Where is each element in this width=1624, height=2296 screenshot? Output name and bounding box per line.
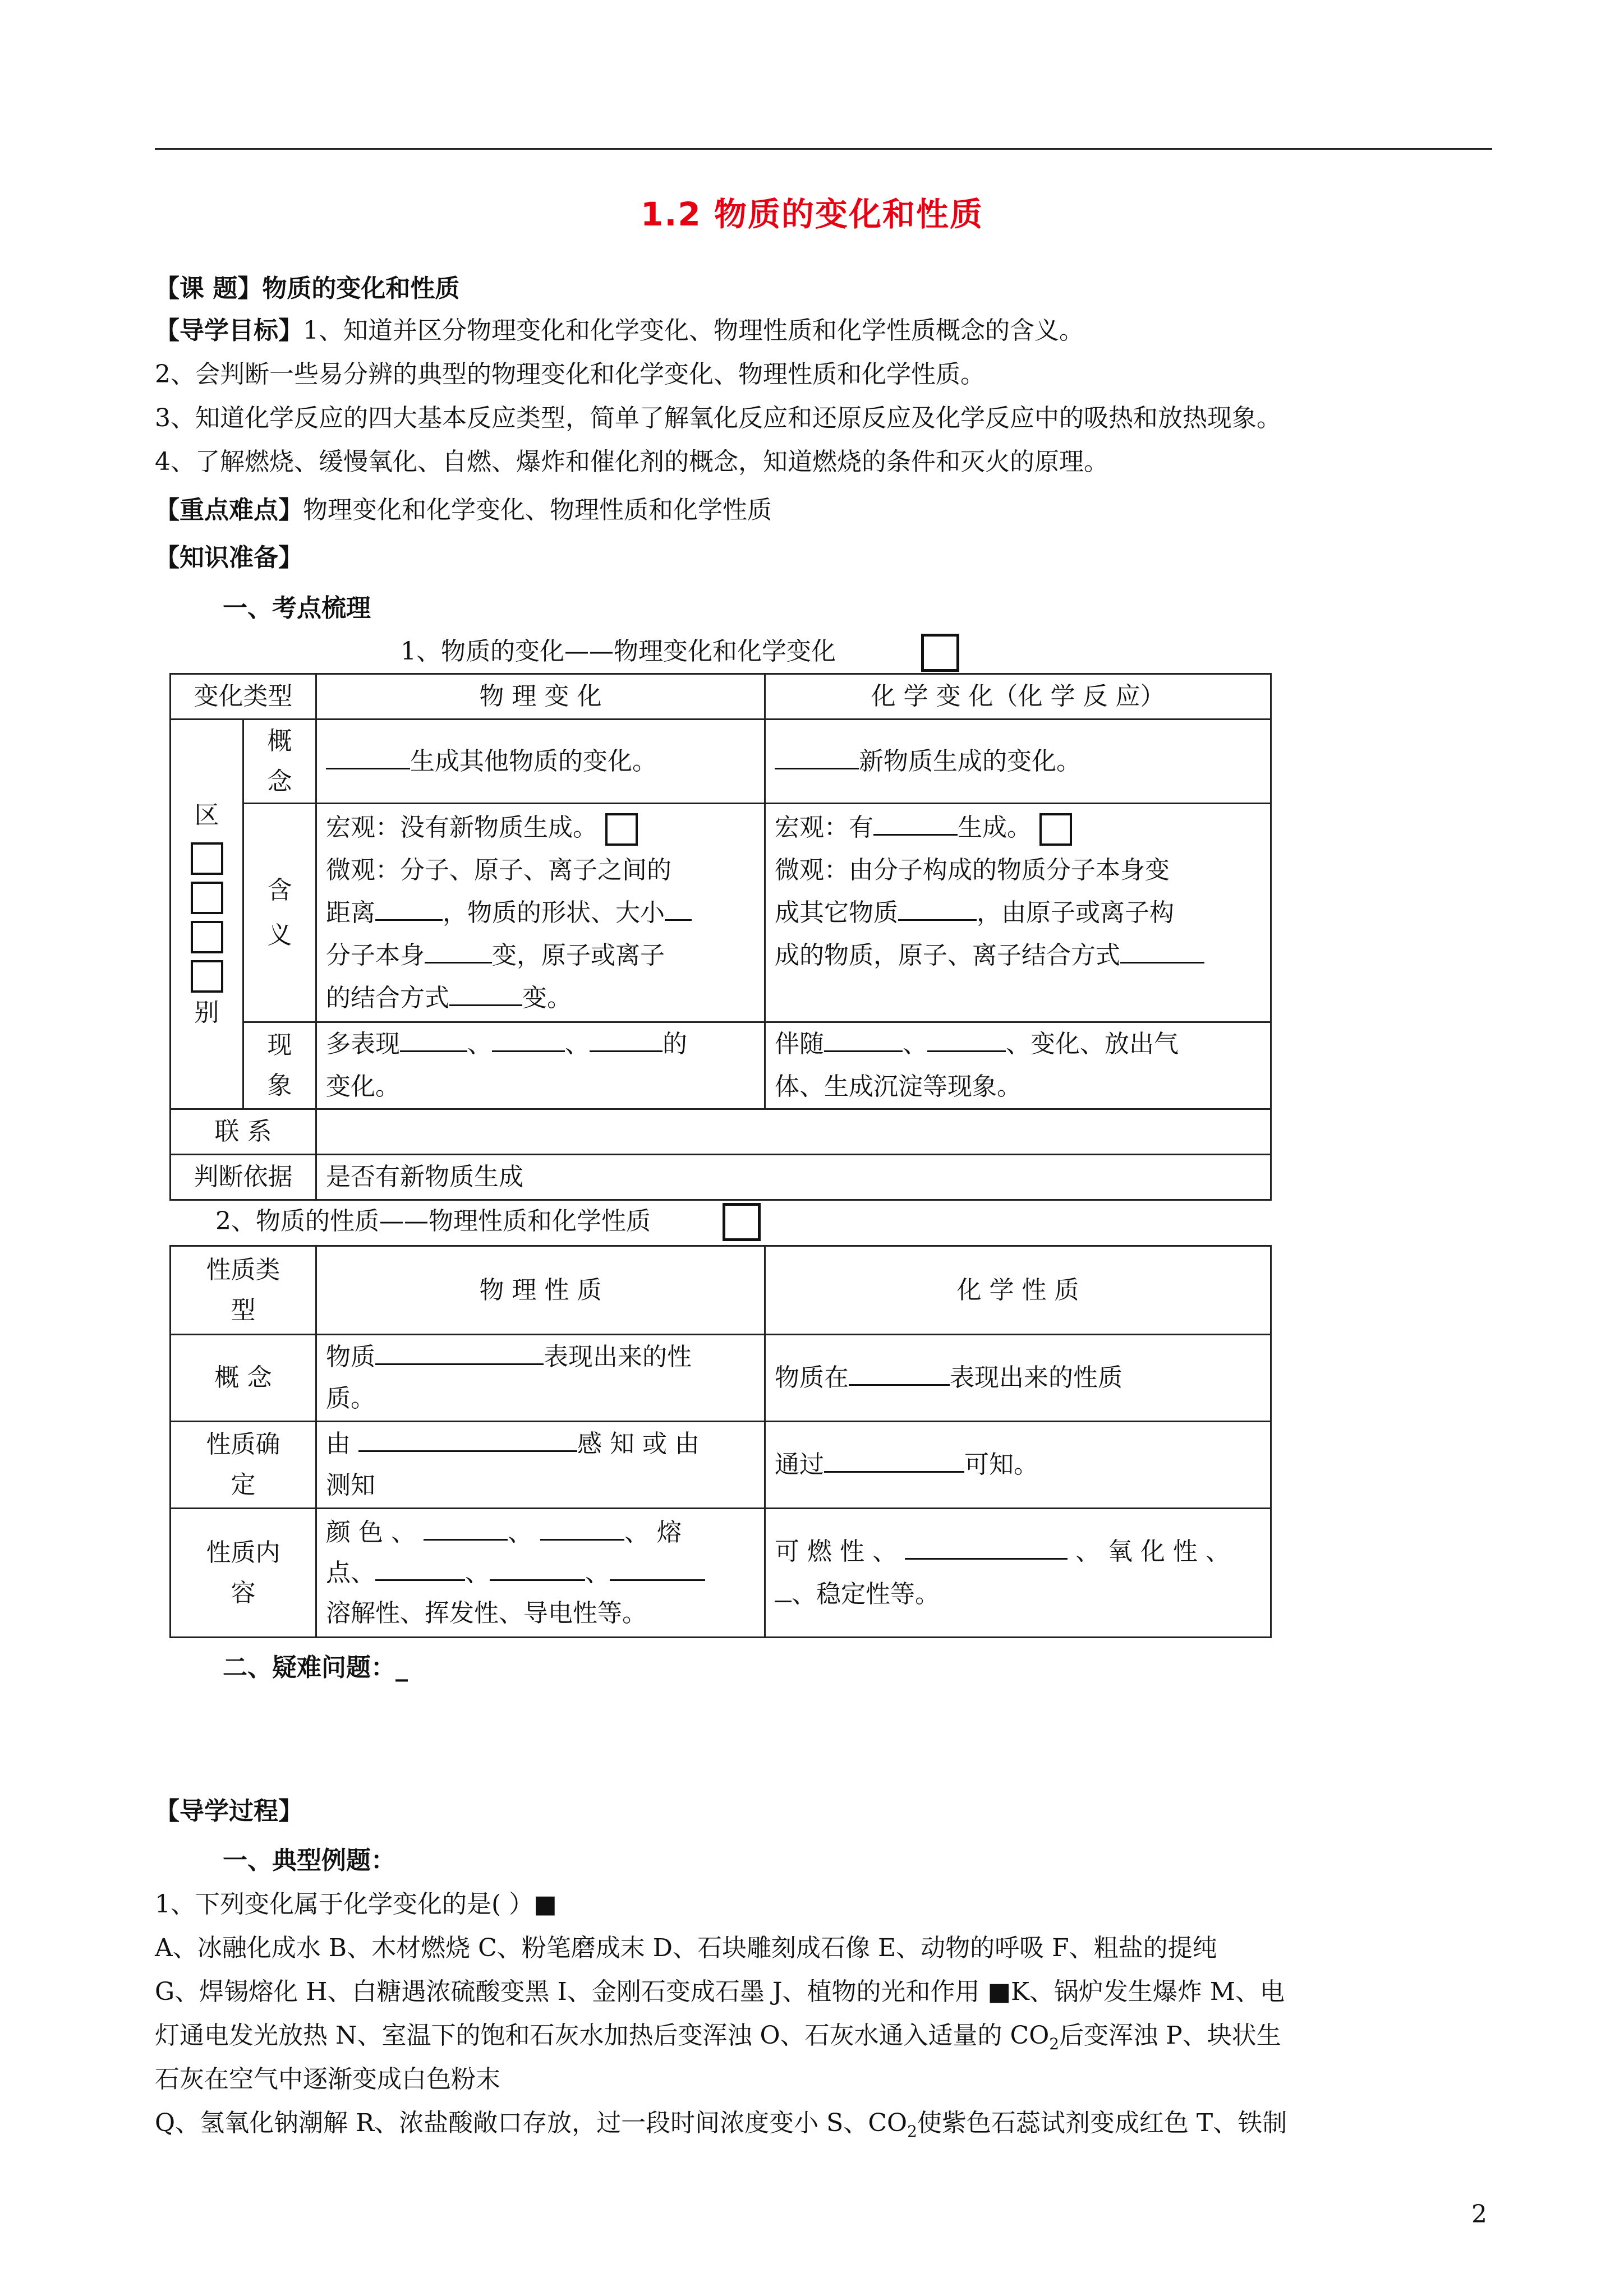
page-number: 2 — [1471, 2200, 1487, 2229]
t2-c-phys-2: 质。 — [326, 1384, 375, 1413]
prep-heading: 【知识准备】 — [155, 543, 303, 572]
blank-line — [905, 1536, 1068, 1560]
t2-header-type — [171, 1246, 316, 1335]
checkbox-square — [191, 921, 223, 953]
t1-m-phys-1-text: 宏观：没有新物质生成。 — [326, 813, 597, 842]
t1-meaning-label — [243, 804, 316, 1022]
t1-header-chemical: 化 学 变 化（化 学 反 应） — [765, 674, 1271, 720]
t1-m-phys-4a: 分子本身 — [326, 941, 425, 970]
question-1: 1、下列变化属于化学变化的是( ）■ — [155, 1890, 557, 1919]
t2-header-physical: 物 理 性 质 — [316, 1246, 765, 1335]
t2-concept-physical — [316, 1335, 765, 1422]
change-table — [169, 673, 1272, 1201]
opt3-subscript: 2 — [1049, 2034, 1060, 2053]
t2-determine-physical — [316, 1422, 765, 1509]
t1-m-chem-4 — [775, 934, 1261, 977]
t2-content-label — [171, 1509, 316, 1638]
blank-line — [449, 982, 522, 1006]
t1-meaning-l1: 含 — [267, 875, 292, 905]
t1-meaning-chemical — [765, 804, 1271, 1022]
checkbox-square — [1039, 813, 1072, 846]
t1-m-phys-1 — [326, 806, 755, 849]
t1-m-chem-1a: 宏观：有 — [775, 813, 873, 842]
t1-phen-l2: 象 — [267, 1071, 292, 1100]
t1-phen-phys-1a: 多表现 — [326, 1030, 400, 1058]
t2-ct-chem-2 — [775, 1573, 1261, 1616]
t1-concept-l2: 念 — [267, 767, 292, 796]
lesson-line — [155, 272, 459, 306]
blank-line — [1120, 939, 1204, 963]
blank-line — [775, 745, 859, 769]
question-1-options-line-1: A、冰融化成水 B、木材燃烧 C、粉笔磨成末 D、石块雕刻成石像 E、动物的呼吸 F、粗盐的提纯 — [155, 1934, 1217, 1962]
blank-line — [375, 897, 443, 921]
blank-line — [927, 1028, 1006, 1052]
blank-line — [375, 1557, 465, 1581]
t1-m-chem-3a: 成其它物质 — [775, 898, 898, 927]
blank-line — [492, 1028, 565, 1052]
blank-line — [898, 897, 977, 921]
t2-ct-phys-2a: 点、 — [326, 1558, 375, 1587]
question-1-options-line-2: G、焊锡熔化 H、白糖遇浓硫酸变黑 I、金刚石变成石墨 J、植物的光和作用 ■K、锅炉发生爆炸 M、电 — [155, 1977, 1285, 2006]
question-1-options-line-3 — [155, 2019, 1281, 2061]
t1-phen-l1: 现 — [267, 1031, 292, 1059]
t1-m-chem-1 — [775, 806, 1261, 849]
blank-line — [775, 1578, 792, 1602]
lesson-label: 【课 题】 — [155, 274, 263, 303]
t2-det-2: 定 — [231, 1470, 256, 1499]
t1-m-chem-3b: ，由原子或离子构 — [977, 898, 1174, 927]
t1-m-phys-2: 微观：分子、原子、离子之间的 — [326, 856, 671, 884]
t2-ct-phys-1b: 、 — [507, 1518, 540, 1547]
blank-line — [610, 1557, 705, 1581]
t1-phen-phys-2: 变化。 — [326, 1072, 400, 1101]
table1-caption-text: 1、物质的变化——物理变化和化学变化 — [401, 637, 836, 666]
section-heading-2: 二、疑难问题：_ — [223, 1653, 408, 1682]
t2-c-chem-b: 表现出来的性质 — [950, 1363, 1122, 1392]
checkbox-square — [723, 1203, 761, 1241]
t1-m-phys-4b: 变，原子或离子 — [492, 941, 665, 970]
t1-concept-chemical — [765, 720, 1271, 804]
question-1-options-line-4: 石灰在空气中逐渐变成白色粉末 — [155, 2065, 500, 2094]
t1-meaning-l2: 义 — [267, 920, 292, 949]
t1-concept-physical — [316, 720, 765, 804]
opt5-subscript: 2 — [907, 2122, 917, 2141]
t2-content-chemical — [765, 1509, 1271, 1638]
t1-phen-phys-1 — [326, 1023, 755, 1066]
t1-phen-chem-1 — [775, 1023, 1261, 1066]
t2-d-phys-1b: 感 知 或 由 — [577, 1430, 700, 1458]
t1-concept-l1: 概 — [267, 726, 292, 755]
t2-ct-chem-1 — [775, 1530, 1261, 1573]
checkbox-square — [605, 813, 638, 846]
blank-line — [326, 745, 410, 769]
t1-phen-chem-1c: 、变化、放出气 — [1006, 1030, 1179, 1058]
goal-line-1 — [155, 314, 1084, 348]
t1-link-label: 联 系 — [171, 1109, 316, 1155]
t2-c-chem-a: 物质在 — [775, 1363, 849, 1392]
t1-m-chem-3 — [775, 892, 1261, 934]
goal-4: 4、了解燃烧、缓慢氧化、自燃、爆炸和催化剂的概念，知道燃烧的条件和灭火的原理。 — [155, 448, 1108, 476]
t2-c-phys-1b: 表现出来的性 — [544, 1343, 692, 1371]
t2-cont-2: 容 — [231, 1578, 256, 1607]
t1-m-phys-5a: 的结合方式 — [326, 984, 449, 1012]
t2-ct-chem-2-text: 、稳定性等。 — [792, 1579, 940, 1608]
t2-d-chem-a: 通过 — [775, 1450, 824, 1479]
t2-h0-2: 型 — [231, 1295, 256, 1325]
section-heading-3: 一、典型例题： — [223, 1846, 395, 1875]
opt5-text-c: 使紫色石蕊试剂变成红色 T、铁制 — [917, 2109, 1287, 2137]
blank-line — [424, 1516, 508, 1541]
t2-content-physical — [316, 1509, 765, 1638]
t1-link-value — [316, 1109, 1271, 1155]
lesson-value: 物质的变化和性质 — [262, 274, 460, 303]
checkbox-square — [191, 882, 223, 914]
t2-ct-phys-1c: 、 熔 — [624, 1518, 682, 1547]
t2-ct-phys-1 — [326, 1513, 755, 1553]
t2-ct-phys-3: 溶解性、挥发性、导电性等。 — [326, 1598, 647, 1628]
t1-m-chem-2: 微观：由分子构成的物质分子本身变 — [775, 856, 1170, 884]
t1-header-physical: 物 理 变 化 — [316, 674, 765, 720]
t1-m-chem-1b: 生成。 — [958, 813, 1032, 842]
goal-2: 2、会判断一些易分辨的典型的物理变化和化学变化、物理性质和化学性质。 — [155, 360, 985, 389]
t2-ct-phys-2b: 、 — [465, 1558, 490, 1587]
t1-header-type: 变化类型 — [171, 674, 316, 720]
diff-checkbox-group — [171, 839, 242, 996]
goal-1: 1、知道并区分物理变化和化学变化、物理性质和化学性质概念的含义。 — [303, 316, 1084, 345]
keypoints-value: 物理变化和化学变化、物理性质和化学性质 — [303, 496, 772, 524]
page-title: 1.2 物质的变化和性质 — [641, 195, 983, 233]
t2-ct-phys-2c: 、 — [585, 1558, 610, 1587]
t1-diff-cell — [171, 720, 243, 1109]
t1-m-phys-4 — [326, 934, 755, 977]
goals-label: 【导学目标】 — [155, 316, 303, 345]
blank-line — [824, 1449, 964, 1473]
t1-m-phys-3 — [326, 892, 755, 934]
t2-concept-label: 概 念 — [171, 1335, 316, 1422]
t2-ct-phys-1a: 颜 色 、 — [326, 1518, 424, 1547]
checkbox-square — [191, 842, 223, 875]
blank-line — [400, 1028, 467, 1052]
t1-diff-bottom: 别 — [194, 998, 219, 1027]
table1-caption — [401, 635, 836, 668]
checkbox-square — [921, 634, 959, 672]
t1-concept-label — [243, 720, 316, 804]
t2-d-phys-2: 测知 — [326, 1471, 375, 1500]
t2-c-phys-1 — [326, 1336, 755, 1378]
t1-phen-chem-1b: 、 — [903, 1030, 927, 1058]
goal-3: 3、知道化学反应的四大基本反应类型，简单了解氧化反应和还原反应及化学反应中的吸热和放热现象。 — [155, 404, 1281, 432]
blank-line — [375, 1341, 544, 1365]
t2-det-1: 性质确 — [206, 1430, 280, 1459]
t1-m-phys-3b: ，物质的形状、大小 — [443, 898, 665, 927]
blank-line — [665, 897, 692, 921]
keypoints-line — [155, 494, 772, 527]
blank-line — [425, 939, 492, 963]
t1-meaning-physical — [316, 804, 765, 1022]
property-table — [169, 1245, 1272, 1638]
opt3-text-a: 灯通电发光放热 N、室温下的饱和石灰水加热后变浑浊 O、石灰水通入适量的 CO — [155, 2021, 1050, 2050]
t2-ct-phys-2 — [326, 1553, 755, 1593]
t2-h0-1: 性质类 — [206, 1255, 280, 1284]
t1-phenomenon-chemical — [765, 1022, 1271, 1109]
blank-line — [490, 1557, 585, 1581]
header-rule — [155, 148, 1492, 150]
opt3-text-c: 后变浑浊 P、块状生 — [1059, 2021, 1281, 2050]
t1-diff-top: 区 — [194, 801, 219, 829]
checkbox-square — [191, 960, 223, 993]
t1-phen-phys-1c: 、 — [565, 1030, 590, 1058]
t1-phen-phys-1b: 、 — [467, 1030, 492, 1058]
process-heading: 【导学过程】 — [155, 1797, 303, 1825]
t2-d-chem-b: 可知。 — [964, 1450, 1038, 1479]
blank-line — [358, 1428, 577, 1452]
t1-phen-chem-1a: 伴随 — [775, 1030, 824, 1058]
t1-basis-label: 判断依据 — [171, 1155, 316, 1200]
blank-line — [873, 812, 958, 836]
t2-d-phys-1 — [326, 1423, 755, 1465]
t1-phenomenon-label — [243, 1022, 316, 1109]
t1-m-phys-3a: 距离 — [326, 898, 375, 927]
t2-d-phys-1a: 由 — [326, 1430, 358, 1458]
table2-caption: 2、物质的性质——物理性质和化学性质 — [215, 1207, 651, 1235]
t2-ct-chem-1b: 、 氧 化 性 、 — [1067, 1537, 1230, 1566]
t1-m-chem-4-text: 成的物质，原子、离子结合方式 — [775, 941, 1120, 970]
t2-cont-1: 性质内 — [206, 1538, 280, 1567]
t1-concept-physical-text: 生成其他物质的变化。 — [410, 746, 657, 776]
t2-c-phys-1a: 物质 — [326, 1343, 375, 1371]
t2-determine-label — [171, 1422, 316, 1509]
t1-m-phys-5b: 变。 — [522, 984, 572, 1012]
t2-determine-chemical — [765, 1422, 1271, 1509]
opt5-text-a: Q、氢氧化钠潮解 R、浓盐酸敞口存放，过一段时间浓度变小 S、CO — [155, 2109, 908, 2137]
t2-concept-chemical — [765, 1335, 1271, 1422]
t1-phen-chem-2: 体、生成沉淀等现象。 — [775, 1072, 1022, 1101]
keypoints-label: 【重点难点】 — [155, 496, 303, 524]
t1-phen-phys-1d: 的 — [663, 1030, 687, 1058]
blank-line — [540, 1516, 624, 1541]
blank-line — [849, 1362, 950, 1386]
section-heading-1: 一、考点梳理 — [223, 594, 371, 623]
t2-ct-chem-1a: 可 燃 性 、 — [775, 1537, 905, 1566]
t1-phenomenon-physical — [316, 1022, 765, 1109]
t1-basis-value: 是否有新物质生成 — [316, 1155, 1271, 1200]
blank-line — [590, 1028, 663, 1052]
blank-line — [824, 1028, 903, 1052]
t1-concept-chemical-text: 新物质生成的变化。 — [859, 746, 1081, 776]
t2-header-chemical: 化 学 性 质 — [765, 1246, 1271, 1335]
t1-m-phys-5 — [326, 977, 755, 1020]
question-1-options-line-5 — [155, 2106, 1287, 2149]
